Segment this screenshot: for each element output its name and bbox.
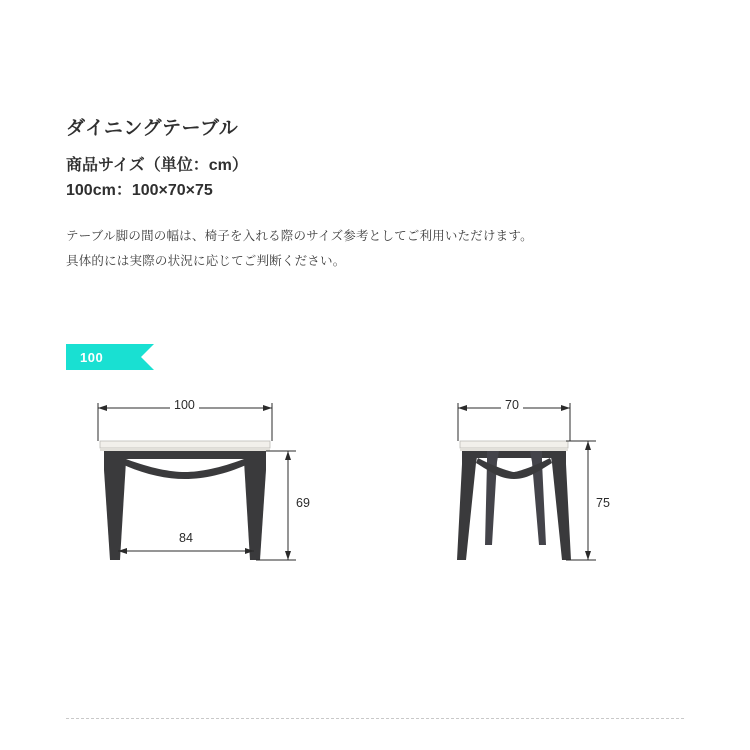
front-view-group: [98, 403, 296, 560]
side-table-top: [460, 441, 568, 451]
front-leg-width-label: 84: [175, 531, 197, 545]
front-height-label: 69: [292, 496, 314, 510]
footer-divider: [66, 718, 684, 719]
side-height-label: 75: [592, 496, 614, 510]
front-table-top: [100, 441, 270, 451]
size-value: 100cm：100×70×75: [66, 182, 213, 199]
front-top-width-label: 100: [170, 398, 199, 412]
variant-ribbon-label: 100: [80, 349, 104, 365]
side-view-group: [457, 403, 596, 560]
page-title: ダイニングテーブル: [66, 118, 239, 139]
front-leg-width-dimension: [118, 548, 254, 554]
size-heading: 商品サイズ（単位：cm）: [66, 157, 248, 174]
side-top-width-label: 70: [501, 398, 523, 412]
note-line-2: 具体的には実際の状況に応じてご判断ください。: [66, 254, 346, 268]
note-line-1: テーブル脚の間の幅は、椅子を入れる際のサイズ参考としてご利用いただけます。: [66, 229, 533, 243]
side-table-legs: [457, 451, 571, 560]
